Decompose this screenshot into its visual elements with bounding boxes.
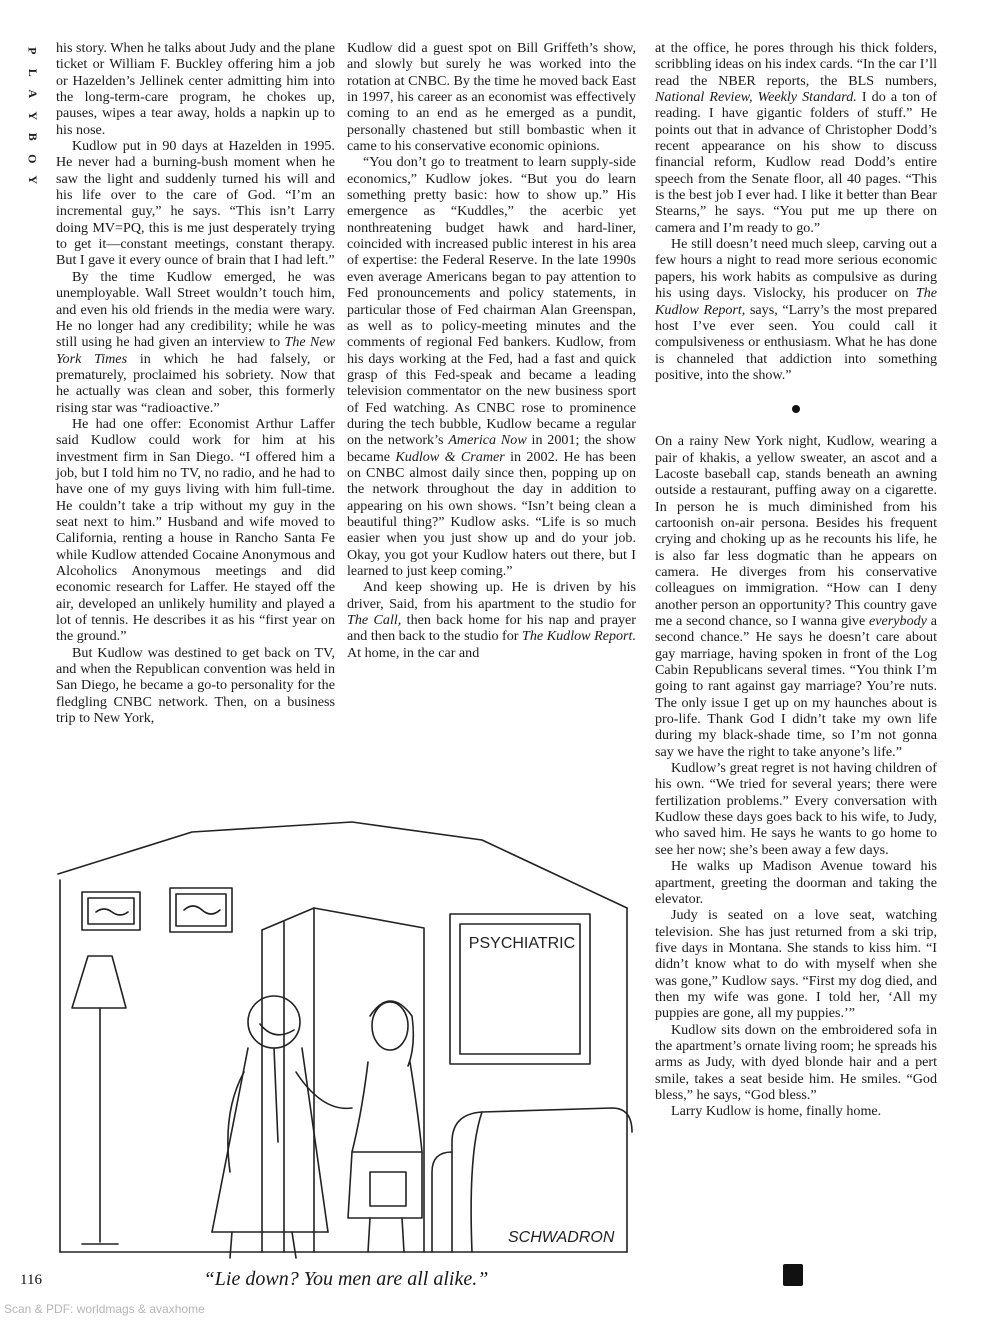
paragraph: Kudlow’s great regret is not having children of his own. “We tried for several years; there were fertilization problems.” Every conversation with Kudlow these days goes back to his wife, to Judy, who saved him. He says he wants to go home to see her now; she’s been away a few days. [655, 760, 937, 858]
paragraph: his story. When he talks about Judy and the plane ticket or William F. Buckley offering him a job or Hazelden’s Jellinek center admitting him into the long-term-care program, he chokes up, pauses, wipes a tear away, holds a napkin up to his nose. [56, 40, 335, 138]
publication-title: National Review, Weekly Standard. [655, 89, 857, 106]
paragraph: Kudlow sits down on the embroidered sofa in the apartment’s ornate living room; he spreads his arms as Judy, with dyed blonde hair and a pert smile, takes a seat beside him. He smiles. “God bless,” he says, “God bless.” [655, 1021, 937, 1103]
paragraph [56, 269, 335, 416]
show-title: Kudlow & Cramer [395, 448, 505, 465]
paragraph: Judy is seated on a love seat, watching television. She has just returned from a ski trip, five days in Montana. She stands to kiss him. “I didn’t know what to do with myself when she was gone,” Kudlow says. “First my dog died, and then my wife was gone. I told her, ‘All my puppies are gone, all my puppies.’” [655, 907, 937, 1022]
show-title: The Kudlow Report, [655, 285, 937, 318]
text-run: And keep showing up. He is driven by his driver, Said, from his apartment to the studio for [347, 579, 636, 612]
paragraph: Larry Kudlow is home, finally home. [671, 1103, 882, 1120]
masthead-letter: Y [25, 175, 40, 185]
text-run: in 2002. He has been on CNBC almost daily since then, popping up on the network throughout the day in addition to appearing on his own shows. “Isn’t being clean a beautiful thing?” Kudlow asks. “Life is so much easier when you just show up and do your job. Okay, you got your Kudlow haters out there, but I learned to just keep coming.” [347, 448, 637, 579]
article-column-3 [655, 40, 937, 1120]
text-run: “You don’t go to treatment to learn supply-side economics,” Kudlow jokes. “But you do learn something pretty basic: how to show up.” His emergence as “Kuddles,” the acerbic yet nonthreatening budget hawk and hard-liner, coincided with increased public interest in his area of expertise: the Federal Reserve. In the late 1990s even average Americans began to pay attention to Fed pronouncements and policy statements, in particular those of Fed chairman Alan Greenspan, as well as to policy-meeting minutes and the comments of regional Fed bankers. Kudlow, from his days working at the Fed, had a fast and quick grasp of this Fed-speak and became a leading television commentator on the new business sport of Fed watching. As CNBC rose to prominence during the tech bubble, Kudlow became a regular on the network’s [347, 154, 636, 449]
scan-credit: Scan & PDF: worldmags & avaxhome [4, 1302, 205, 1316]
cartoon-illustration [52, 812, 640, 1262]
show-title: America Now [448, 432, 527, 449]
cartoonist-signature: SCHWADRON [508, 1229, 615, 1246]
paragraph: But Kudlow was destined to get back on TV, and when the Republican convention was held in San Diego, he became a go-to personality for the fledgling CNBC network. Then, on a business trip to New York, [56, 644, 335, 727]
cartoon-caption: “Lie down? You men are all alike.” [203, 1268, 489, 1290]
show-title: The Call, [347, 612, 402, 629]
page-number: 116 [20, 1272, 42, 1288]
text-run: at the office, he pores through his thick folders, scribbling ideas on his index cards. “In the car I’ll read the NBER reports, the BLS numbers, [655, 40, 937, 89]
text-run: a second chance.” He says he doesn’t care about gay marriage, having spoken in front of the Log Cabin Republicans several times. “You think I’m going to rant against gay marriage? You’re nuts. The only issue I get up on my haunches about is pro-life. Thank God I didn’t take my own life during my black-shade time, so I’m not gonna say we have the right to take anyone’s life.” [655, 613, 937, 760]
paragraph: Kudlow did a guest spot on Bill Griffeth’s show, and slowly but surely he was worked into the rotation at CNBC. By the time he moved back East in 1997, his career as an economist was effectively coming to an end as he emerged as a pundit, personally chastened but still bombastic when it came to his conservative economic opinions. [347, 40, 636, 155]
publication-title: The New York Times [56, 334, 335, 367]
masthead-letter: B [25, 132, 40, 141]
text-run: in which he had falsely, or prematurely, proclaimed his sobriety. Now that he actually was clean and sober, this formerly rising star was “radioactive.” [56, 350, 335, 416]
paragraph: He had one offer: Economist Arthur Laffer said Kudlow could work for him at his investment firm in San Diego. “I offered him a job, but I told him no TV, no radio, and he had to have one of my guys living with him full-time. He couldn’t take a trip without my guy in the seat next to him.” Husband and wife moved to California, renting a house in Rancho Santa Fe while Kudlow attended Cocaine Anonymous and Alcoholics Anonymous meetings and did economic research for Laffer. He stayed off the air, developed an unlikely humility and played a lot of tennis. He describes it as his “first year on the ground.” [56, 415, 335, 645]
text-run: At home, in the car and [347, 644, 480, 661]
magazine-masthead [22, 40, 42, 191]
masthead-letter: A [25, 89, 40, 99]
text-run: I do a ton of reading. I have gigantic folders of stuff.” He points out that in advance of Christopher Dodd’s recent appearance on his show to discuss financial reform, Kudlow read Dodd’s entire speech from the Senate floor, all 40 pages. “This is the best job I ever had. I like it better than Bear Stearns,” he says. “You put me up there on camera and I’m ready to go.” [655, 89, 937, 236]
emphasis: everybody [869, 613, 927, 629]
text-run: By the time Kudlow emerged, he was unemployable. Wall Street wouldn’t touch him, and even his old friends in the media were wary. He no longer had any credibility; while he was still using he had given an interview to [56, 268, 335, 351]
paragraph [655, 433, 937, 760]
paragraph [655, 40, 937, 236]
paragraph [347, 579, 636, 661]
masthead-letter: Y [25, 110, 40, 120]
paragraph [347, 154, 636, 579]
masthead-letter: L [25, 68, 40, 77]
text-run: in 2001; the show became [347, 432, 637, 465]
article-column-2 [347, 40, 636, 661]
text-run: then back home for his nap and prayer and then back to the studio for [347, 612, 636, 645]
masthead-letter: P [25, 47, 40, 55]
playboy-bunny-end-icon [783, 1264, 803, 1286]
masthead-letter: O [25, 153, 40, 163]
paragraph: He walks up Madison Avenue toward his apartment, greeting the doorman and taking the elevator. [655, 858, 937, 907]
section-break-bullet [792, 405, 800, 413]
paragraph [655, 236, 937, 383]
text-run: He still doesn’t need much sleep, carving out a few hours a night to read more serious economic papers, his work habits as compulsive as during his using days. Vislocky, his producer on [655, 236, 937, 302]
paragraph: Kudlow put in 90 days at Hazelden in 1995. He never had a burning-bush moment when he saw the light and suddenly turned his will and his life over to the care of God. “I’m an incremental guy,” he says. “This isn’t Larry doing MV=PQ, this is me just desperately trying to get it—constant meetings, constant therapy. But I gave it every ounce of brain that I had left.” [56, 138, 335, 269]
article-column-1 [56, 40, 335, 726]
text-run: says, “Larry’s the most prepared host I’ve ever seen. You could call it compulsiveness or enthusiasm. What he has done is channeled that addiction into something positive, into the show.” [655, 301, 937, 383]
text-run: On a rainy New York night, Kudlow, wearing a pair of khakis, a yellow sweater, an ascot and a Lacoste baseball cap, stands beneath an awning outside a restaurant, puffing away on a cigarette. In person he is much diminished from his cartoonish on-air persona. Besides his frequent crying and choking up as he recounts his life, he is also far less dogmatic than he appears on camera. He diverges from his conservative colleagues on immigration. “How can I deny another person an opportunity? This country gave me a second chance, so I wanna give [655, 433, 937, 629]
cartoon-sign-text: PSYCHIATRIC [468, 935, 576, 952]
show-title: The Kudlow Report. [522, 628, 636, 645]
